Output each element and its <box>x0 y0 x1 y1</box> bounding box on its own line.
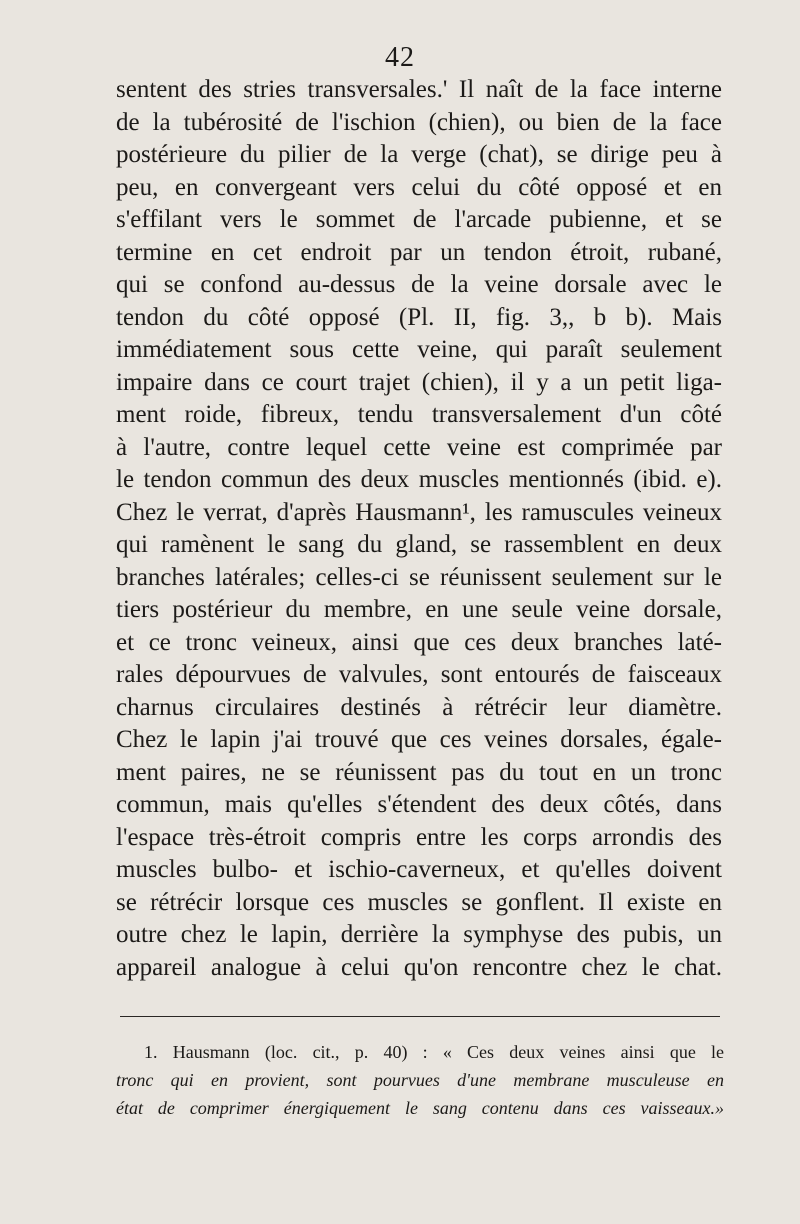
text-line: appareil analogue à celui qu'on rencontre chez le chat. <box>116 953 722 981</box>
footnote-line: 1. Hausmann (loc. cit., p. 40) : « Ces deux veines ainsi que le <box>144 1042 724 1062</box>
text-line: charnus circulaires destinés à rétrécir leur diamètre. <box>116 693 722 721</box>
page-number: 42 <box>385 42 415 73</box>
text-line: sentent des stries transversales.' Il naît de la face interne <box>116 76 722 103</box>
text-line: le tendon commun des deux muscles mentionnés (ibid. e). <box>116 466 722 493</box>
text-line: commun, mais qu'elles s'étendent des deux côtés, dans <box>116 791 722 818</box>
text-line: se rétrécir lorsque ces muscles se gonflent. Il existe en <box>116 888 722 916</box>
text-line: postérieure du pilier de la verge (chat), se dirige peu à <box>116 141 722 168</box>
text-line: impaire dans ce court trajet (chien), il y a un petit liga- <box>116 368 722 396</box>
text-line: ment paires, ne se réunissent pas du tout en un tronc <box>116 758 722 786</box>
text-line: immédiatement sous cette veine, qui paraît seulement <box>116 336 722 363</box>
text-line: qui se confond au-dessus de la veine dorsale avec le <box>116 271 722 298</box>
text-line: s'effilant vers le sommet de l'arcade pubienne, et se <box>116 206 722 233</box>
text-line: muscles bulbo- et ischio-caverneux, et qu'elles doivent <box>116 856 722 883</box>
body-text <box>116 74 722 984</box>
text-line: de la tubérosité de l'ischion (chien), ou bien de la face <box>116 108 722 136</box>
text-line: branches latérales; celles-ci se réunissent seulement sur le <box>116 563 722 591</box>
text-line: tendon du côté opposé (Pl. II, fig. 3,, b b). Mais <box>116 303 722 331</box>
text-line: termine en cet endroit par un tendon étroit, rubané, <box>116 238 722 266</box>
text-line: Chez le lapin j'ai trouvé que ces veines dorsales, égale- <box>116 726 722 753</box>
text-line: et ce tronc veineux, ainsi que ces deux branches laté- <box>116 628 722 656</box>
text-line: tiers postérieur du membre, en une seule veine dorsale, <box>116 596 722 623</box>
footnote-line: tronc qui en provient, sont pourvues d'une membrane musculeuse en <box>116 1070 724 1090</box>
text-line: qui ramènent le sang du gland, se rassemblent en deux <box>116 531 722 558</box>
text-line: peu, en convergeant vers celui du côté opposé et en <box>116 173 722 201</box>
text-line: rales dépourvues de valvules, sont entourés de faisceaux <box>116 661 722 688</box>
text-line: Chez le verrat, d'après Hausmann¹, les ramuscules veineux <box>116 498 722 526</box>
footnote-divider <box>120 1016 720 1017</box>
footnote-line: état de comprimer énergiquement le sang contenu dans ces vaisseaux.» <box>116 1098 724 1118</box>
text-line: ment roide, fibreux, tendu transversalement d'un côté <box>116 401 722 428</box>
text-line: à l'autre, contre lequel cette veine est comprimée par <box>116 433 722 461</box>
text-line: l'espace très-étroit compris entre les corps arrondis des <box>116 823 722 851</box>
footnote <box>116 1038 724 1122</box>
text-line: outre chez le lapin, derrière la symphyse des pubis, un <box>116 921 722 948</box>
